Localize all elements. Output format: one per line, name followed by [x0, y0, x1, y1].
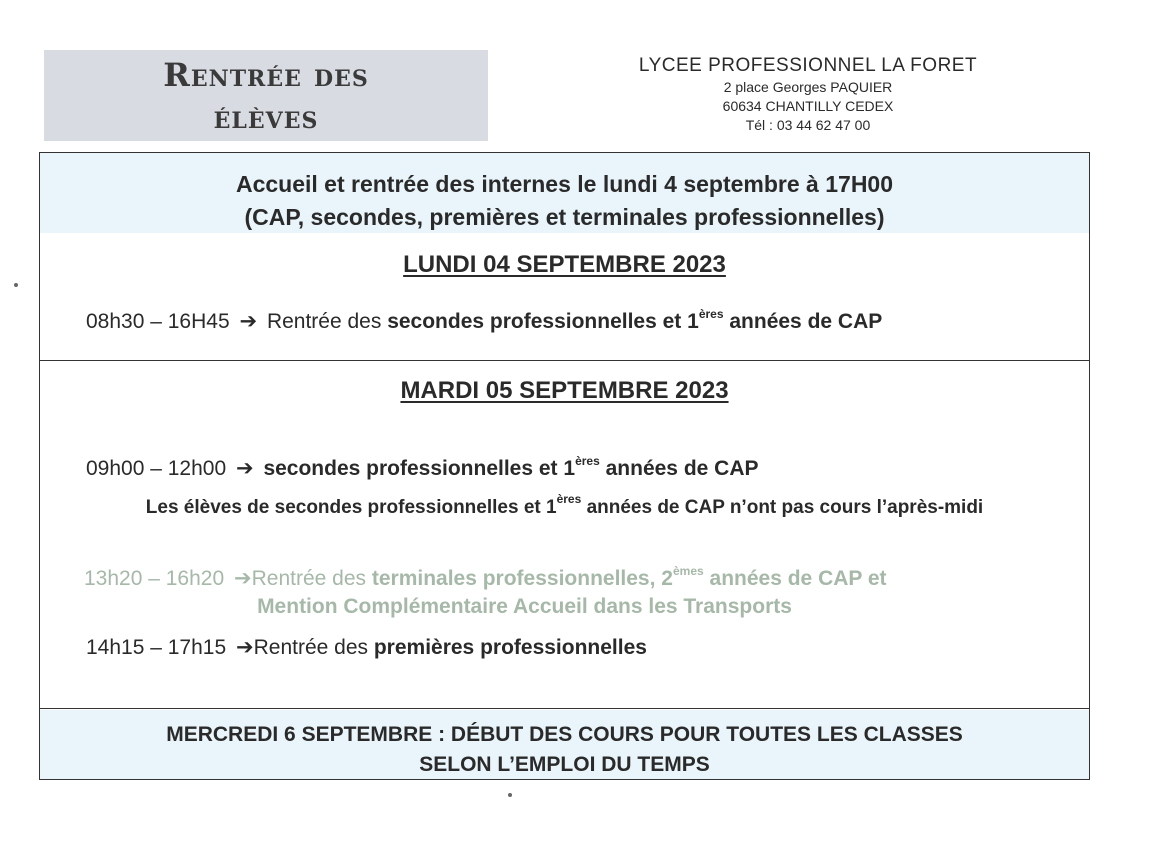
internes-line-1: Accueil et rentrée des internes le lundi 4 septembre à 17H00 — [235, 171, 894, 197]
mercredi-line-1: MERCREDI 6 SEPTEMBRE : DÉBUT DES COURS POUR TOUTES LES CLASSES — [166, 723, 963, 746]
mardi-slot-2 — [84, 566, 887, 591]
school-address-1: 2 place Georges PAQUIER — [723, 79, 893, 95]
school-phone: Tél : 03 44 62 47 00 — [745, 117, 871, 133]
lundi-text: Rentrée des — [266, 310, 382, 333]
arrow-icon: ➔ — [235, 457, 254, 480]
internes-line-2: (CAP, secondes, premières et terminales professionnelles) — [244, 204, 885, 230]
mardi-slot-1-text-end: années de CAP — [605, 457, 759, 480]
mardi-slot-3-text: Rentrée des — [253, 636, 368, 659]
arrow-icon: ➔ — [235, 636, 254, 659]
mardi-slot-3-text-bold: premières professionnelles — [373, 636, 647, 659]
scan-dot — [508, 793, 512, 797]
arrow-icon: ➔ — [239, 310, 258, 333]
mardi-note-part-2: années de CAP n’ont pas cours l’après-midi — [586, 497, 984, 518]
divider — [40, 360, 1089, 361]
mardi-slot-2-text-end: années de CAP et — [709, 567, 887, 590]
mardi-slot-1-text: secondes professionnelles et 1 — [263, 457, 576, 480]
lundi-heading: LUNDI 04 SEPTEMBRE 2023 — [403, 251, 726, 278]
mardi-slot-2-text: Rentrée des — [251, 567, 366, 590]
school-name: LYCEE PROFESSIONNEL LA FORET — [638, 55, 978, 76]
mardi-slot-3 — [86, 635, 647, 660]
mardi-slot-1-sup: ères — [575, 454, 600, 468]
schedule-frame — [39, 152, 1090, 780]
mercredi-line-2: SELON L’EMPLOI DU TEMPS — [419, 753, 710, 776]
mardi-slot-2-time: 13h20 – 16h20 — [84, 567, 225, 590]
title-line-2: élèves — [213, 98, 319, 136]
lundi-slot — [86, 309, 882, 334]
lundi-text-bold: secondes professionnelles et 1 — [387, 310, 699, 333]
mardi-note-sup: ères — [556, 492, 582, 506]
mardi-slot-1 — [86, 456, 759, 481]
mardi-note-part-1: Les élèves de secondes professionnelles et 1 — [145, 497, 557, 518]
school-info — [598, 54, 1018, 135]
mardi-slot-2-text-bold: terminales professionnelles, 2 — [371, 567, 673, 590]
mardi-note — [40, 492, 1089, 519]
mardi-slot-2-sup: èmes — [672, 564, 704, 578]
arrow-icon: ➔ — [233, 567, 252, 590]
mardi-slot-1-time: 09h00 – 12h00 — [86, 457, 227, 480]
title-line-1: Rentrée des — [163, 56, 369, 94]
mardi-slot-2-line-2: Mention Complémentaire Accueil dans les Transports — [257, 595, 792, 618]
scan-dot — [14, 283, 18, 287]
lundi-text-bold-end: années de CAP — [729, 310, 883, 333]
title-box — [44, 50, 488, 141]
lundi-time: 08h30 – 16H45 — [86, 310, 230, 333]
school-address-2: 60634 CHANTILLY CEDEX — [722, 98, 894, 114]
lundi-sup: ères — [698, 307, 724, 321]
divider — [40, 708, 1089, 709]
mardi-slot-3-time: 14h15 – 17h15 — [86, 636, 227, 659]
mardi-heading: MARDI 05 SEPTEMBRE 2023 — [400, 377, 729, 404]
